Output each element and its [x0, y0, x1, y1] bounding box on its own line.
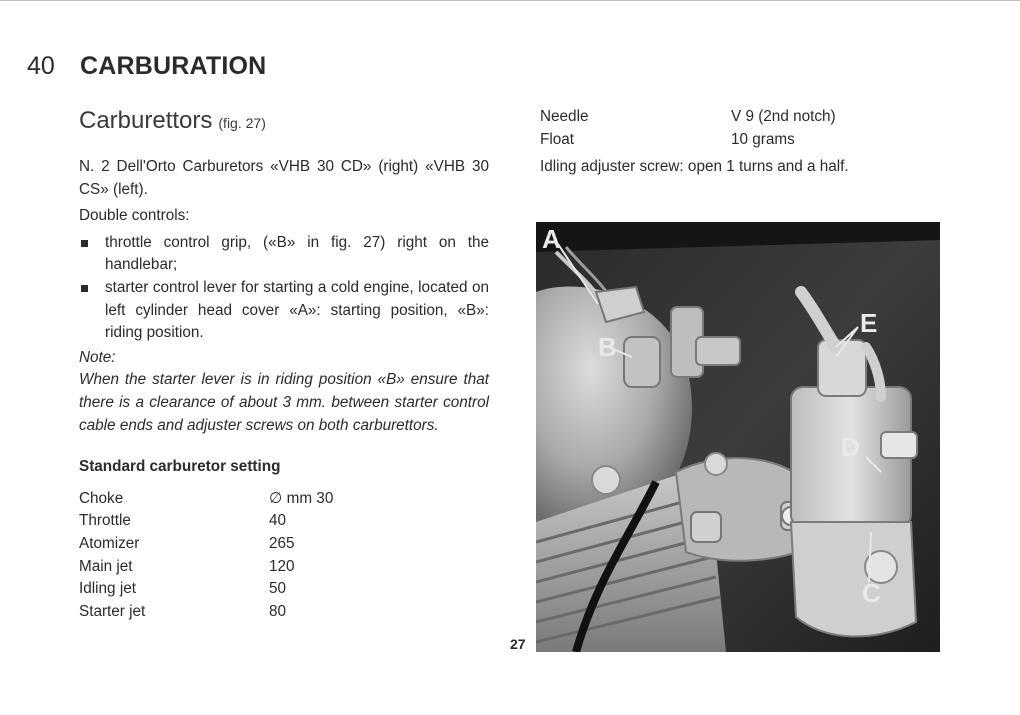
- spec-row-needle: [540, 106, 940, 129]
- right-specs: [540, 106, 940, 179]
- settings-row: [79, 578, 379, 601]
- bullet-starter: [79, 277, 489, 345]
- note-text: When the starter lever is in riding position «B» ensure that there is a clearance of about 3 mm. between starter control cable ends and adjuster screws on both carburettors.: [79, 371, 489, 434]
- controls-label: Double controls:: [79, 207, 190, 225]
- spec-value: 10 grams: [731, 130, 795, 148]
- callout-c: C: [862, 578, 881, 608]
- carburettor-photo: [536, 222, 940, 652]
- section-title: CARBURATION: [80, 52, 267, 80]
- note-label: Note:: [79, 348, 116, 366]
- setting-label: Choke: [79, 489, 124, 507]
- settings-row: [79, 510, 379, 533]
- settings-row: [79, 533, 379, 556]
- spec-label: Float: [540, 130, 575, 148]
- setting-label: Idling jet: [79, 580, 136, 598]
- bullet-square-icon: [81, 240, 88, 247]
- bullet-throttle: [79, 232, 489, 277]
- standard-setting-title: Standard carburetor setting: [79, 458, 281, 476]
- settings-table: [79, 488, 379, 624]
- callout-a: A: [542, 224, 561, 254]
- bullet-text: throttle control grip, («B» in fig. 27) right on the handlebar;: [105, 233, 489, 274]
- setting-value: 50: [269, 580, 287, 598]
- spec-label: Needle: [540, 108, 589, 125]
- top-rule: [0, 0, 1020, 1]
- setting-value: 265: [269, 534, 295, 552]
- page-number: 40: [27, 52, 55, 80]
- setting-value: 80: [269, 602, 287, 620]
- carburettors-heading: [79, 106, 489, 138]
- setting-label: Throttle: [79, 512, 131, 530]
- callout-b: B: [598, 332, 617, 362]
- heading-title: Carburettors: [79, 107, 213, 134]
- bullet-square-icon: [81, 285, 88, 292]
- spec-row-float: [540, 129, 940, 152]
- settings-row: [79, 488, 379, 511]
- intro-paragraph: N. 2 Dell'Orto Carburetors «VHB 30 CD» (right) «VHB 30 CS» (left).: [79, 158, 489, 198]
- heading-fig-ref: (fig. 27): [218, 115, 266, 131]
- setting-label: Atomizer: [79, 534, 140, 552]
- callout-e: E: [860, 308, 878, 338]
- setting-label: Main jet: [79, 557, 133, 575]
- setting-label: Starter jet: [79, 602, 146, 620]
- bullet-text: starter control lever for starting a cold engine, located on left cylinder head cover «A»: starting position, «B»: riding position.: [105, 278, 489, 342]
- settings-row: [79, 556, 379, 579]
- setting-value: 120: [269, 557, 295, 575]
- settings-row: [79, 601, 379, 624]
- figure-number: 27: [510, 636, 526, 652]
- left-column: [79, 106, 489, 623]
- idling-adjuster-text: Idling adjuster screw: open 1 turns and a half.: [540, 158, 849, 176]
- callout-d: D: [841, 432, 860, 462]
- spec-value: V 9 (2nd notch): [731, 108, 836, 125]
- setting-value: ∅ mm 30: [269, 489, 334, 507]
- setting-value: 40: [269, 512, 287, 530]
